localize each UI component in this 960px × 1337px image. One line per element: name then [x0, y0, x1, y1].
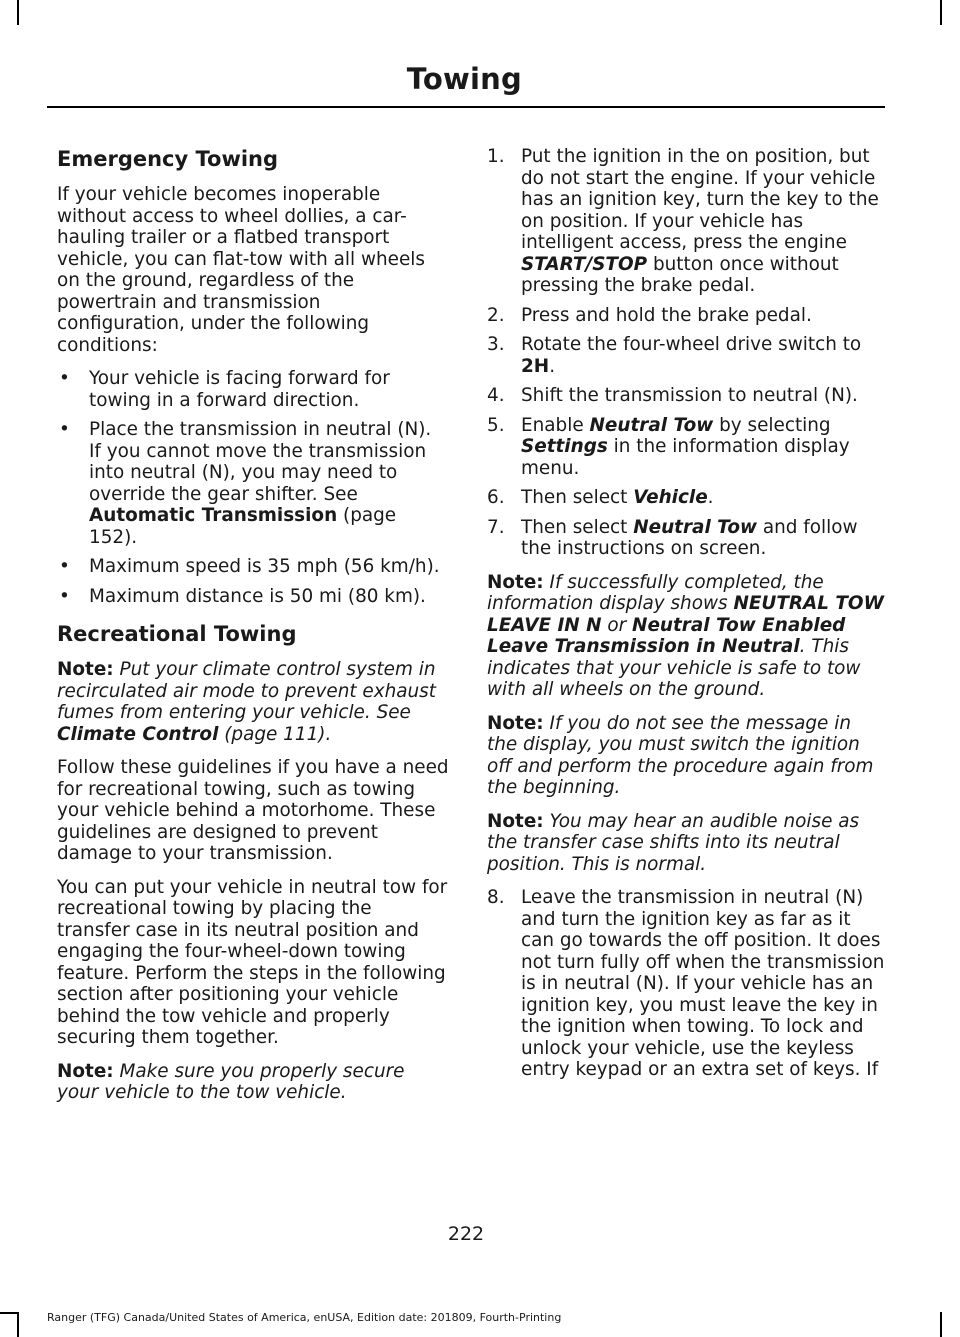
step-text: Press and hold the brake pedal. [521, 304, 812, 326]
crop-mark-top-right [940, 0, 942, 25]
step-text: Enable [521, 414, 584, 436]
page-number: 222 [447, 1223, 485, 1245]
cross-reference-link[interactable]: Climate Control [57, 723, 219, 745]
crop-mark-bottom-right [940, 1312, 942, 1337]
bullet-text: Place the transmission in neutral (N). If you cannot move the transmission into neutral (N), you may need to override the gear shifter. See [89, 419, 432, 505]
note-label: Note: [487, 712, 544, 734]
list-item [57, 556, 449, 578]
step-text-tail: button once without pressing the brake pedal. [521, 253, 839, 296]
step-item [487, 385, 885, 407]
note-text: If successfully completed, the information display shows [487, 571, 824, 614]
note-no-message [487, 713, 885, 799]
page-reference: (page 111). [224, 723, 332, 745]
note-success-message [487, 572, 885, 701]
intro-paragraph: If your vehicle becomes inoperable without access to wheel dollies, a car-hauling trailer or a flatbed transport vehicle, you can flat-tow with all wheels on the ground, regardless of the powertrain and transmission configuration, under the following conditions: [57, 184, 425, 356]
step-text-tail: in the information display menu. [521, 436, 850, 479]
step-number: 5. [487, 414, 505, 436]
crop-mark-bottom-left-h [0, 1312, 17, 1314]
heading-recreational-towing: Recreational Towing [57, 622, 297, 646]
neutral-tow-label: Neutral Tow [589, 414, 714, 436]
bullet: • [59, 585, 70, 607]
note-label: Note: [57, 1060, 114, 1082]
step-text: Rotate the four-wheel drive switch to [521, 334, 862, 355]
cross-reference-link[interactable]: Automatic Transmission [89, 505, 338, 526]
note-text: Make sure you properly secure your vehicle to the tow vehicle. [57, 1060, 405, 1103]
heading-emergency-towing: Emergency Towing [57, 147, 279, 171]
header-rule [47, 106, 885, 108]
page-title: Towing [406, 62, 522, 96]
settings-label: Settings [521, 436, 608, 457]
step-item [487, 887, 885, 1081]
step-text-mid: by selecting [719, 414, 831, 436]
step-text: Leave the transmission in neutral (N) and turn the ignition key as far as it can go towards the off position. It does not turn fully off when the transmission is in neutral (N). If your vehicle has an ignition key, you must leave the key in the ignition when towing. To lock and unlock your vehicle, use the keyless entry keypad or an extra set of keys. If [521, 887, 885, 1080]
step-number: 7. [487, 516, 505, 538]
neutral-tow-label: Neutral Tow [633, 516, 757, 538]
list-item [57, 586, 449, 608]
step-item [487, 517, 885, 560]
bullet: • [59, 419, 70, 440]
step-number: 4. [487, 385, 505, 406]
left-column [57, 146, 449, 1116]
step-item [487, 305, 885, 327]
crop-mark-bottom-left [17, 1312, 19, 1337]
bullet-text: Maximum speed is 35 mph (56 km/h). [89, 556, 440, 577]
page-reference: (page 152). [89, 505, 397, 548]
step-item [487, 415, 885, 480]
note-audible-noise [487, 811, 885, 876]
start-stop-button-label: START/STOP [521, 253, 648, 275]
note-text-tail: . This indicates that your vehicle is safe to tow with all wheels on the ground. [487, 636, 861, 700]
footer-edition: Ranger (TFG) Canada/United States of America, enUSA, Edition date: 201809, Fourth-Printing [47, 1311, 562, 1324]
note-text: If you do not see the message in the display, you must switch the ignition off and perform the procedure again from the beginning. [487, 712, 874, 798]
steps-list-1 [487, 146, 885, 560]
step-text-tail: and follow the instructions on screen. [521, 516, 858, 559]
step-text: Then select [521, 516, 628, 538]
mode-2h-label: 2H [521, 355, 550, 377]
note-label: Note: [57, 659, 114, 680]
note-climate-control [57, 659, 449, 745]
guidelines-paragraph: Follow these guidelines if you have a need for recreational towing, such as towing your vehicle behind a motorhome. These guidelines are designed to prevent damage to your transmission. [57, 757, 449, 864]
right-column [487, 146, 885, 1093]
step-number: 2. [487, 304, 505, 326]
note-label: Note: [487, 571, 544, 593]
step-number: 1. [487, 146, 505, 167]
step-item: 3. Rotate the four-wheel drive switch to 2H. [487, 334, 862, 377]
note-text: You may hear an audible noise as the transfer case shifts into its neutral position. This is normal. [487, 810, 860, 875]
step-text: Shift the transmission to neutral (N). [521, 385, 858, 406]
list-item [57, 419, 449, 548]
bullet: • [59, 556, 70, 577]
bullet-text: Your vehicle is facing forward for towing in a forward direction. [89, 368, 390, 411]
conditions-list [57, 368, 449, 607]
note-text-or: or [607, 614, 627, 636]
crop-mark-top-left [17, 0, 19, 25]
neutral-tow-paragraph: You can put your vehicle in neutral tow for recreational towing by placing the transfer case in its neutral position and engaging the four-wheel-down towing feature. Perform the steps in the following section after positioning your vehicle behind the tow vehicle and properly securing them together. [57, 876, 448, 1048]
bullet: • [59, 368, 70, 389]
display-message-2: Neutral Tow Enabled Leave Transmission in Neutral [487, 614, 846, 657]
step-text: Put the ignition in the on position, but do not start the engine. If your vehicle has an ignition key, turn the key to the on position. If your vehicle has intelligent access, press the engine [521, 146, 879, 253]
list-item [57, 368, 449, 411]
display-message-1: NEUTRAL TOW LEAVE IN N [487, 593, 884, 636]
step-item [487, 146, 885, 297]
note-label: Note: [487, 810, 544, 832]
step-number: 8. [487, 887, 505, 908]
note-secure-vehicle [57, 1061, 449, 1104]
vehicle-label: Vehicle [633, 487, 708, 508]
steps-list-2 [487, 887, 885, 1081]
step-number: 6. [487, 487, 505, 508]
step-text: Then select [521, 487, 628, 508]
step-item: 6. Then select Vehicle. [487, 487, 714, 508]
step-number: 3. [487, 334, 505, 355]
note-text: Put your climate control system in recirculated air mode to prevent exhaust fumes from entering your vehicle. See [57, 659, 436, 723]
bullet-text: Maximum distance is 50 mi (80 km). [89, 585, 426, 607]
